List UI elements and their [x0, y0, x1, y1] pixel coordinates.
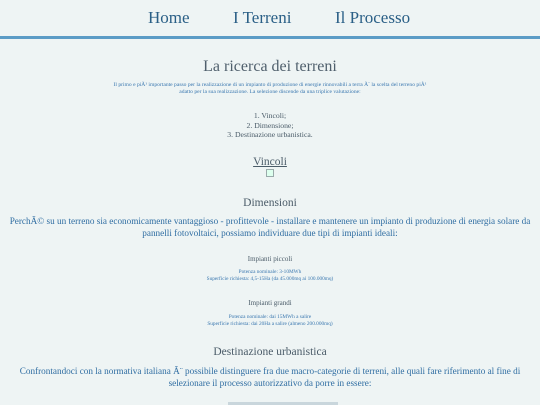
- grandi-surface: Superficie richiesta: dai 20Ha a salire (almeno 200.000mq): [207, 320, 333, 327]
- impianti-piccoli-heading: Impianti piccoli: [247, 255, 293, 263]
- top-navigation: [0, 0, 540, 36]
- criteria-list: [0, 111, 540, 140]
- piccoli-surface: Superficie richiesta: 4,5-15Ha (da 45.000mq ai 100.000mq): [206, 275, 334, 282]
- intro-paragraph: Il primo e piÃ¹ importante passo per la realizzazione di un impianto di produzione di energie rinnovabili a terra Ã¨ la scelta del terreno piÃ¹ adatto per la sua realizzazione. La selezione discende da una triplice valutazione:: [113, 82, 427, 96]
- destinazione-heading: Destinazione urbanistica: [213, 346, 327, 358]
- piccoli-power: Potenza nominale: 3-10MWh: [238, 269, 302, 275]
- impianti-grandi-heading: Impianti grandi: [248, 299, 292, 307]
- nav-home-link[interactable]: Home: [148, 8, 190, 27]
- nav-terreni-link[interactable]: I Terreni: [233, 8, 292, 27]
- broken-image-icon: [266, 169, 274, 177]
- list-item: 2. Dimensione;: [246, 120, 294, 130]
- impianti-grandi-details: [0, 314, 540, 327]
- page-title: La ricerca dei terreni: [203, 58, 337, 75]
- destinazione-paragraph: Confrontandoci con la normativa italiana Ã¨ possibile distinguere fra due macro-categorie di terreni, alle quali fare riferimento al fine di selezionare il processo autorizzativo da porre in essere:: [19, 366, 521, 388]
- dimensioni-heading: Dimensioni: [243, 197, 297, 209]
- nav-divider: [0, 36, 540, 39]
- list-item: 1. Vincoli;: [253, 111, 287, 120]
- vincoli-heading-link[interactable]: Vincoli: [253, 156, 287, 168]
- grandi-power: Potenza nominale: dai 15MWh a salire: [228, 314, 312, 320]
- dimensioni-paragraph: PerchÃ© su un terreno sia economicamente vantaggioso - profittevole - installare e mantenere un impianto di produzione di energia solare da pannelli fotovoltaici, possiamo individuare due tipi di impianti ideali:: [9, 216, 531, 238]
- nav-processo-link[interactable]: Il Processo: [335, 8, 411, 27]
- impianti-piccoli-details: [0, 269, 540, 282]
- list-item: 3. Destinazione urbanistica.: [227, 130, 313, 140]
